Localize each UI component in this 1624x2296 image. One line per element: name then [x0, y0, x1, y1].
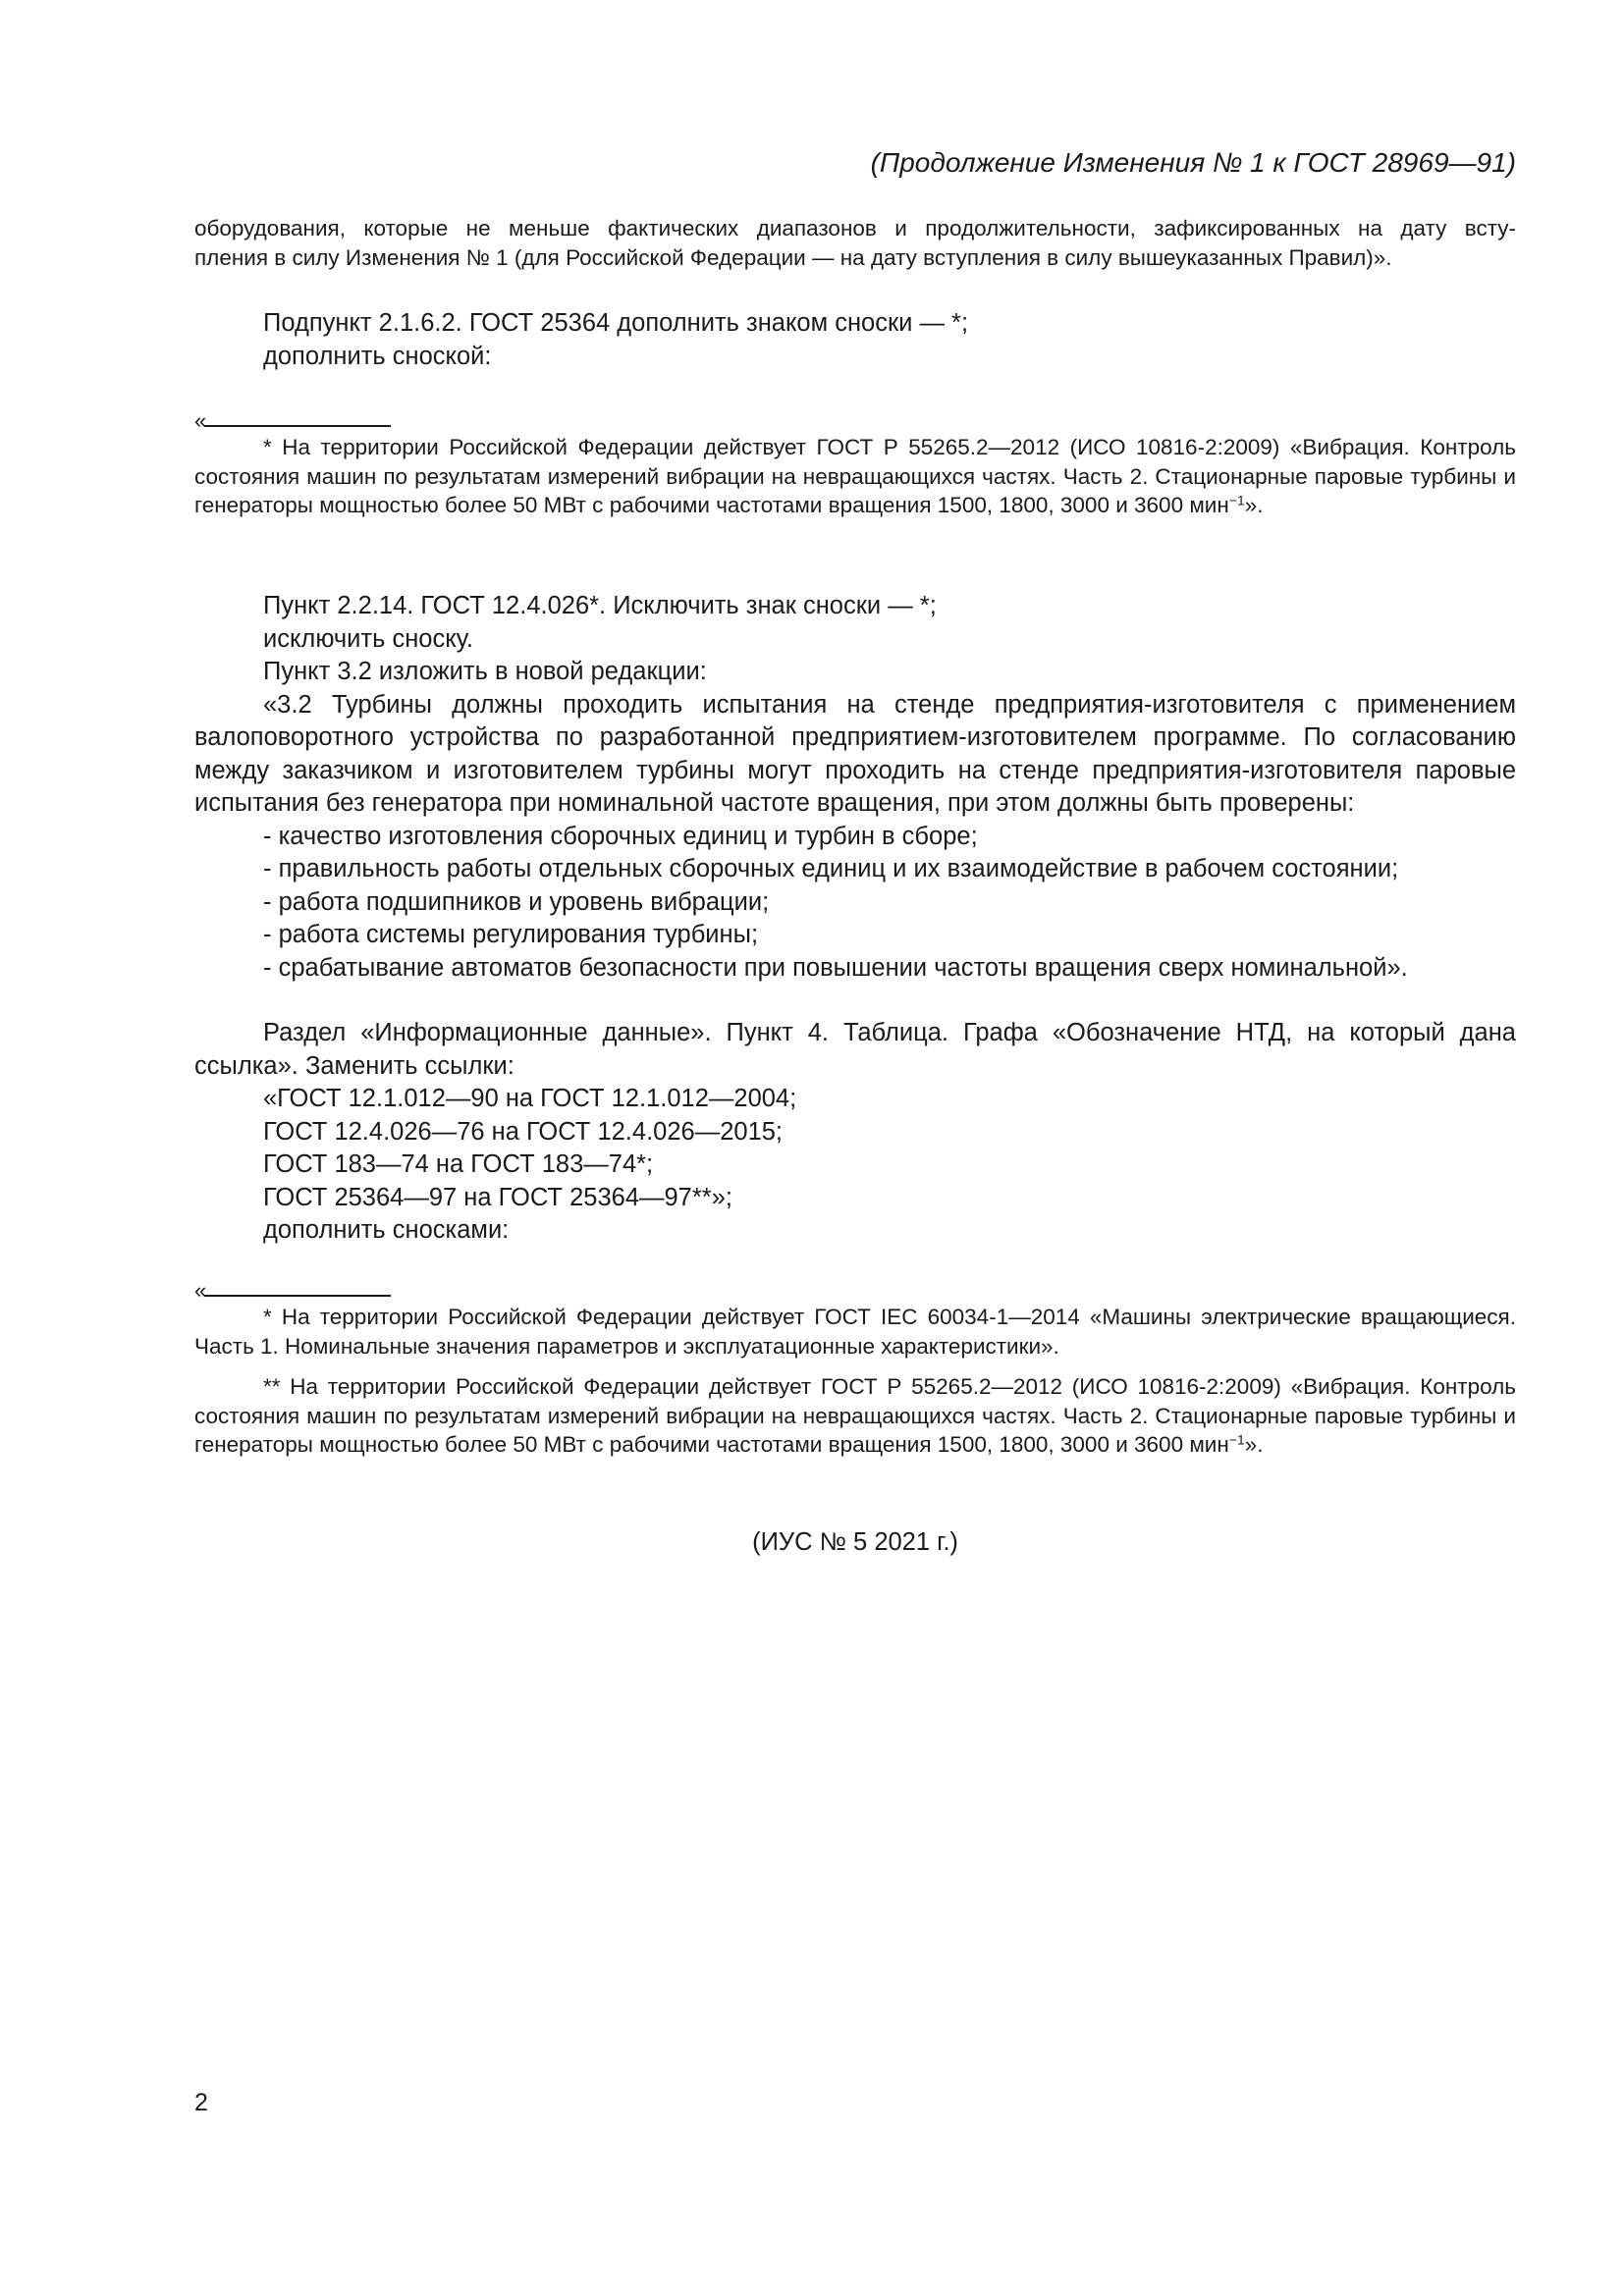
footnote-3-end: ». [1244, 1432, 1264, 1457]
reference-line: ГОСТ 12.4.026—76 на ГОСТ 12.4.026—2015; [263, 1117, 784, 1146]
clause-32-paragraph: «3.2 Турбины должны проходить испытания на стенде предприятия-изготовителя с применением валоповоротного устройства по разработанной предприятием-изготовителем программе. По согласованию между заказчиком и изготовителем турбины могут проходить на стенде предприятия-изготовителя паровые испытания без генератора при номинальной частоте вращения, при этом должны быть проверены: [194, 690, 1516, 817]
list-item: - срабатывание автоматов безопасности при повышении частоты вращения сверх номинальной». [263, 953, 1408, 982]
footnote-3-superscript: −1 [1228, 1431, 1245, 1448]
footnote-2 [194, 1303, 1516, 1361]
intro-line-2: пления в силу Изменения № 1 (для Российской Федерации — на дату вступления в силу вышеуказанных Правил)». [194, 244, 1392, 270]
list-item: - качество изготовления сборочных единиц и турбин в сборе; [263, 822, 978, 850]
footnote-1 [194, 433, 1516, 520]
footnote-3-text: ** На территории Российской Федерации действует ГОСТ Р 55265.2—2012 (ИСО 10816-2:2009) «Вибрация. Контроль состояния машин по результатам измерений вибрации на невращающихся частях. Часть 2. Стационарные паровые турбины и генераторы мощностью более 50 МВт с рабочими частотами вращения 1500, 1800, 3000 и 3600 мин [194, 1374, 1516, 1457]
footnote-2-text: * На территории Российской Федерации действует ГОСТ IEC 60034-1—2014 «Машины электрические вращающиеся. Часть 1. Номинальные значения параметров и эксплуатационные характеристики». [194, 1305, 1516, 1359]
reference-line: дополнить сносками: [263, 1216, 510, 1244]
reference-line: «ГОСТ 12.1.012—90 на ГОСТ 12.1.012—2004; [263, 1085, 797, 1112]
footnote-1-text: * На территории Российской Федерации действует ГОСТ Р 55265.2—2012 (ИСО 10816-2:2009) «Вибрация. Контроль состояния машин по результатам измерений вибрации на невращающихся частях. Часть 2. Стационарные паровые турбины и генераторы мощностью более 50 МВт с рабочими частотами вращения 1500, 1800, 3000 и 3600 мин [194, 435, 1516, 517]
list-item: - правильность работы отдельных сборочных единиц и их взаимодействие в рабочем состоянии; [263, 855, 1399, 882]
clause-32-intro: Пункт 3.2 изложить в новой редакции: [263, 658, 707, 685]
reference-line: ГОСТ 183—74 на ГОСТ 183—74*; [263, 1150, 654, 1178]
list-item: - работа подшипников и уровень вибрации; [263, 887, 770, 916]
subclause-2162-line-2: дополнить сноской: [263, 342, 492, 370]
footnote-1-superscript: −1 [1228, 492, 1245, 508]
page-number: 2 [194, 2089, 208, 2116]
running-header: (Продолжение Изменения № 1 к ГОСТ 28969—91) [870, 147, 1516, 178]
list-item: - работа системы регулирования турбины; [263, 921, 759, 948]
subclause-2162 [194, 307, 1516, 373]
footnote-3 [194, 1372, 1516, 1460]
reference-line: ГОСТ 25364—97 на ГОСТ 25364—97**»; [263, 1183, 732, 1211]
footnote-rule [204, 1295, 391, 1297]
clause-2214-line-2: исключить сноску. [263, 624, 473, 653]
intro-line-1: оборудования, которые не меньше фактических диапазонов и продолжительности, зафиксированных на дату всту- [194, 216, 1516, 240]
subclause-2162-line-1: Подпункт 2.1.6.2. ГОСТ 25364 дополнить знаком сноски — *; [263, 309, 969, 337]
clause-2214-line-1: Пункт 2.2.14. ГОСТ 12.4.026*. Исключить знак сноски — *; [263, 592, 937, 619]
footnote-rule [204, 425, 391, 427]
info-section [194, 1017, 1516, 1248]
clause-32 [194, 656, 1516, 985]
footnote-separator-quote: « [194, 408, 207, 433]
footnote-separator-quote: « [194, 1278, 207, 1303]
info-section-paragraph: Раздел «Информационные данные». Пункт 4. Таблица. Графа «Обозначение НТД, на который дана ссылка». Заменить ссылки: [194, 1019, 1516, 1080]
footnote-1-end: ». [1244, 493, 1264, 517]
clause-2214 [194, 590, 1516, 656]
intro-paragraph [194, 214, 1516, 272]
ius-reference: (ИУС № 5 2021 г.) [752, 1528, 958, 1556]
